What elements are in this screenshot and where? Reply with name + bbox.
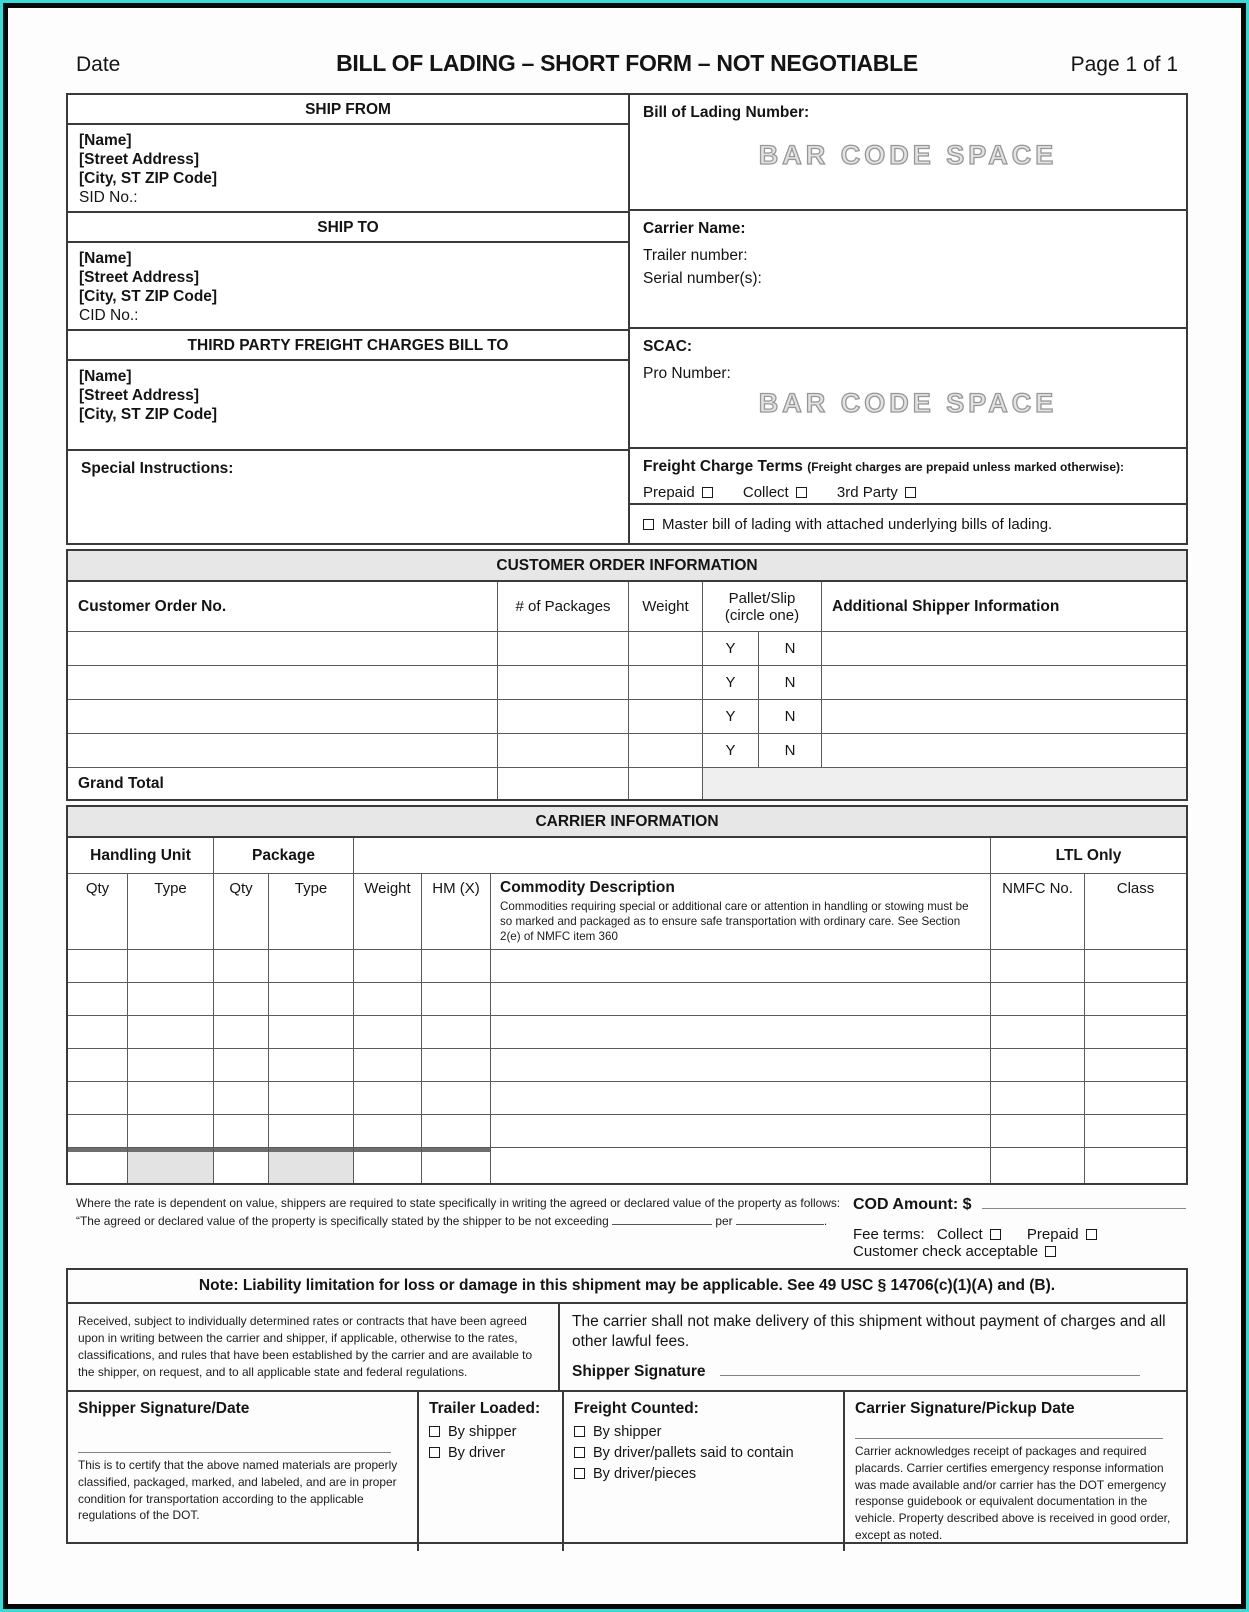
carrier-name-label: Carrier Name: [643, 220, 746, 237]
ci-cell[interactable] [269, 1016, 353, 1048]
declared-value-paragraph [68, 1195, 843, 1260]
pro-barcode-space: BAR CODE SPACE [758, 388, 1058, 418]
ci-cell[interactable] [214, 1016, 268, 1048]
packages-cell[interactable] [498, 666, 628, 699]
master-bill-label: Master bill of lading with attached underlying bills of lading. [662, 515, 1053, 533]
ci-cell[interactable] [214, 1082, 268, 1114]
ci-cell[interactable] [128, 950, 213, 982]
ci-cell[interactable] [491, 1115, 990, 1147]
pallet-no-option[interactable]: N [759, 632, 821, 665]
ci-cell[interactable] [491, 1082, 990, 1114]
per-label: per [715, 1213, 733, 1228]
trailer-loaded-title: Trailer Loaded: [429, 1400, 541, 1418]
fee-prepaid-checkbox[interactable] [1086, 1229, 1097, 1240]
commodity-title: Commodity Description [500, 879, 675, 896]
ci-cell[interactable] [269, 1049, 353, 1081]
carrier-information-section [66, 805, 1188, 1185]
collect-checkbox[interactable] [796, 487, 807, 498]
ci-cell[interactable] [214, 950, 268, 982]
shipper-sig-title: Shipper Signature/Date [78, 1400, 250, 1418]
liability-note: Note: Liability limitation for loss or damage in this shipment may be applicable. See 49 USC § 14706(c)(1)(A) and (B). [68, 1270, 1186, 1304]
scac-label: SCAC: [643, 338, 693, 355]
serial-number-label[interactable]: Serial number(s): [643, 270, 762, 287]
ci-cell[interactable] [422, 950, 490, 982]
ci-cell[interactable] [214, 1049, 268, 1081]
customer-check-label: Customer check acceptable [853, 1243, 1039, 1260]
group-blank [354, 838, 990, 873]
cod-amount-line[interactable] [982, 1195, 1186, 1209]
additional-info-cell[interactable] [822, 700, 1186, 733]
third-party-city[interactable]: [City, ST ZIP Code] [79, 405, 218, 423]
prepaid-label: Prepaid [643, 484, 695, 501]
ship-to-street[interactable]: [Street Address] [79, 268, 200, 286]
customer-order-section [66, 549, 1188, 801]
grand-total-label: Grand Total [68, 768, 497, 799]
third-party-address[interactable] [68, 361, 628, 451]
ci-cell[interactable] [1085, 950, 1186, 982]
freight-by-shipper-label: By shipper [593, 1424, 662, 1441]
ci-cell[interactable] [354, 1082, 421, 1114]
ci-cell[interactable] [1085, 1016, 1186, 1048]
ci-final-cell[interactable] [422, 1148, 490, 1183]
address-block [66, 93, 1188, 545]
weight-cell[interactable] [629, 632, 702, 665]
weight-cell[interactable] [629, 700, 702, 733]
pallet-slip-line2: (circle one) [724, 606, 800, 624]
ci-final-cell[interactable] [68, 1148, 127, 1183]
ci-final-cell[interactable] [491, 1148, 990, 1183]
ci-cell[interactable] [68, 983, 127, 1015]
form-title: BILL OF LADING – SHORT FORM – NOT NEGOTIABLE [336, 50, 918, 76]
ci-cell[interactable] [68, 1082, 127, 1114]
ci-cell[interactable] [422, 1049, 490, 1081]
ci-final-type-shaded [269, 1148, 353, 1183]
ci-cell[interactable] [422, 1016, 490, 1048]
col-hu-qty: Qty [68, 874, 127, 949]
declared-value-cod-strip [68, 1195, 1186, 1260]
fee-collect-label: Collect [936, 1226, 983, 1243]
col-weight: Weight [629, 582, 702, 631]
received-clause: Received, subject to individually determined rates or contracts that have been agreed upon in writing between the carrier and shipper, if applicable, otherwise to the rates, classifications, and rules that have been established by the carrier and are available to the shipper, on request, and to all applicable state and federal regulations. [68, 1304, 560, 1390]
pallet-yes-option[interactable]: Y [703, 700, 758, 733]
document-page [3, 3, 1246, 1609]
bol-number-box[interactable] [630, 95, 1186, 211]
col-hm: HM (X) [422, 874, 490, 949]
ci-cell[interactable] [68, 1049, 127, 1081]
ci-cell[interactable] [491, 950, 990, 982]
ci-cell[interactable] [354, 1016, 421, 1048]
packages-cell[interactable] [498, 734, 628, 767]
additional-info-cell[interactable] [822, 734, 1186, 767]
third-party-name[interactable]: [Name] [79, 368, 132, 385]
third-party-street[interactable]: [Street Address] [79, 386, 200, 404]
trailer-number-label[interactable]: Trailer number: [643, 247, 748, 264]
col-hu-type: Type [128, 874, 213, 949]
group-handling-unit: Handling Unit [68, 838, 213, 873]
shipper-sig-line[interactable] [78, 1452, 391, 1453]
ci-cell[interactable] [269, 950, 353, 982]
ci-cell[interactable] [491, 1049, 990, 1081]
ci-cell[interactable] [128, 1016, 213, 1048]
freight-by-driver-pieces-checkbox[interactable] [574, 1468, 585, 1479]
pallet-no-option[interactable]: N [759, 734, 821, 767]
pallet-slip-line1: Pallet/Slip [728, 589, 796, 607]
ci-cell[interactable] [354, 983, 421, 1015]
ship-from-name[interactable]: [Name] [79, 132, 132, 149]
grand-total-packages-cell[interactable] [498, 768, 628, 799]
trailer-by-driver-label: By driver [448, 1445, 506, 1462]
cod-box [843, 1195, 1186, 1260]
cod-amount-label: COD Amount: $ [853, 1196, 972, 1213]
col-pallet-slip [703, 582, 821, 631]
carrier-name-box[interactable] [630, 211, 1186, 329]
ship-to-name[interactable]: [Name] [79, 250, 132, 267]
page-header [66, 50, 1188, 77]
ci-cell[interactable] [422, 1115, 490, 1147]
trailer-by-shipper-label: By shipper [448, 1424, 517, 1441]
delivery-clause-box [560, 1304, 1186, 1390]
freight-by-driver-pieces-label: By driver/pieces [593, 1466, 697, 1483]
grand-total-weight-cell[interactable] [629, 768, 702, 799]
ci-cell[interactable] [491, 983, 990, 1015]
page-number: Page 1 of 1 [1070, 53, 1178, 76]
ci-cell[interactable] [1085, 1115, 1186, 1147]
ship-from-city[interactable]: [City, ST ZIP Code] [79, 169, 218, 187]
col-pkg-type: Type [269, 874, 353, 949]
scac-box[interactable] [630, 329, 1186, 449]
ci-final-cell[interactable] [991, 1148, 1084, 1183]
shipper-signature-cell [68, 1392, 417, 1551]
ci-cell[interactable] [991, 950, 1084, 982]
third-party-option-label: 3rd Party [836, 484, 898, 501]
fee-collect-checkbox[interactable] [990, 1229, 1001, 1240]
ci-cell[interactable] [991, 1016, 1084, 1048]
third-party-checkbox[interactable] [905, 487, 916, 498]
declared-value-text: Where the rate is dependent on value, shippers are required to state specifically in writing the agreed or declared value of the property as follows: “The agreed or declared value of the property is specifically stated by the shipper to be not exceeding [76, 1196, 841, 1228]
special-instructions-label: Special Instructions: [81, 460, 234, 477]
period: . [823, 1213, 828, 1228]
order-no-cell[interactable] [68, 700, 497, 733]
pallet-no-option[interactable]: N [759, 666, 821, 699]
ship-from-address[interactable] [68, 125, 628, 213]
ci-cell[interactable] [354, 1115, 421, 1147]
pallet-no-option[interactable]: N [759, 700, 821, 733]
customer-check-checkbox[interactable] [1045, 1246, 1056, 1257]
additional-info-cell[interactable] [822, 632, 1186, 665]
ci-cell[interactable] [128, 1082, 213, 1114]
trailer-by-shipper-checkbox[interactable] [429, 1426, 440, 1437]
trailer-loaded-cell [417, 1392, 562, 1551]
delivery-clause-text: The carrier shall not make delivery of this shipment without payment of charges and all other lawful fees. [572, 1313, 1166, 1351]
carrier-sig-line[interactable] [855, 1438, 1163, 1439]
cid-number-label[interactable]: CID No.: [79, 306, 139, 324]
commodity-note: Commodities requiring special or additional care or attention in handling or stowing must be so marked and packaged as to ensure safe transportation with ordinary care. See Section 2(e) of NMFC item 360 [500, 900, 969, 944]
ci-cell[interactable] [214, 1115, 268, 1147]
ci-cell[interactable] [422, 983, 490, 1015]
ci-cell[interactable] [68, 1115, 127, 1147]
shipper-signature-label: Shipper Signature [572, 1363, 706, 1381]
carrier-sig-title: Carrier Signature/Pickup Date [855, 1400, 1075, 1418]
collect-label: Collect [742, 484, 789, 501]
freight-by-driver-pallets-label: By driver/pallets said to contain [593, 1445, 794, 1462]
ci-cell[interactable] [991, 983, 1084, 1015]
per-blank[interactable] [736, 1212, 824, 1225]
ci-cell[interactable] [991, 1082, 1084, 1114]
ci-final-cell[interactable] [214, 1148, 268, 1183]
master-bill-checkbox[interactable] [643, 519, 654, 530]
packages-cell[interactable] [498, 632, 628, 665]
pallet-yes-option[interactable]: Y [703, 666, 758, 699]
carrier-ack-text: Carrier acknowledges receipt of packages and required placards. Carrier certifies emergency response information was made available and/or carrier has the DOT emergency response guidebook or equivalent documentation in the vehicle. Property described above is received in good order, except as noted. [855, 1444, 1171, 1542]
ci-cell[interactable] [422, 1082, 490, 1114]
ci-cell[interactable] [1085, 983, 1186, 1015]
order-no-cell[interactable] [68, 666, 497, 699]
freight-charge-terms-box [630, 449, 1186, 505]
declared-value-blank[interactable] [612, 1212, 712, 1225]
date-label: Date [76, 53, 121, 76]
prepaid-checkbox[interactable] [702, 487, 713, 498]
ci-cell[interactable] [68, 950, 127, 982]
ship-to-city[interactable]: [City, ST ZIP Code] [79, 287, 218, 305]
col-customer-order-no: Customer Order No. [68, 582, 497, 631]
ci-cell[interactable] [354, 1049, 421, 1081]
ci-cell[interactable] [128, 983, 213, 1015]
pallet-yes-option[interactable]: Y [703, 632, 758, 665]
freight-counted-title: Freight Counted: [574, 1400, 699, 1418]
ci-final-cell[interactable] [1085, 1148, 1186, 1183]
ship-from-heading: SHIP FROM [68, 95, 628, 125]
col-nmfc: NMFC No. [991, 874, 1084, 949]
ci-cell[interactable] [991, 1115, 1084, 1147]
order-no-cell[interactable] [68, 632, 497, 665]
sid-number-label[interactable]: SID No.: [79, 188, 138, 206]
fee-prepaid-label: Prepaid [1026, 1226, 1079, 1243]
freight-by-shipper-checkbox[interactable] [574, 1426, 585, 1437]
freight-terms-note: (Freight charges are prepaid unless marked otherwise): [807, 460, 1124, 474]
fee-terms-label: Fee terms: [853, 1226, 925, 1243]
ci-final-type-shaded [128, 1148, 213, 1183]
additional-info-cell[interactable] [822, 666, 1186, 699]
order-no-cell[interactable] [68, 734, 497, 767]
freight-terms-title: Freight Charge Terms [643, 458, 803, 475]
shipper-signature-line[interactable] [720, 1364, 1140, 1376]
shipper-cert-text: This is to certify that the above named materials are properly classified, packaged, marked, and labeled, and are in proper condition for transportation according to the applicable regulations of the DOT. [78, 1458, 398, 1523]
ci-cell[interactable] [491, 1016, 990, 1048]
col-class: Class [1085, 874, 1186, 949]
ship-to-address[interactable] [68, 243, 628, 331]
freight-by-driver-pallets-checkbox[interactable] [574, 1447, 585, 1458]
col-commodity-description [491, 874, 990, 949]
bol-barcode-space: BAR CODE SPACE [758, 140, 1058, 170]
group-package: Package [214, 838, 353, 873]
bol-number-label: Bill of Lading Number: [643, 104, 810, 121]
ci-cell[interactable] [269, 983, 353, 1015]
legal-signature-block [66, 1268, 1188, 1544]
grand-total-shaded-cell [703, 768, 1186, 799]
pro-number-label[interactable]: Pro Number: [643, 365, 731, 382]
special-instructions-box[interactable] [68, 451, 628, 543]
ci-cell[interactable] [1085, 1049, 1186, 1081]
carrier-information-heading: CARRIER INFORMATION [68, 807, 1186, 838]
group-ltl-only: LTL Only [991, 838, 1186, 873]
pallet-yes-option[interactable]: Y [703, 734, 758, 767]
ci-cell[interactable] [68, 1016, 127, 1048]
col-pkg-qty: Qty [214, 874, 268, 949]
ci-cell[interactable] [354, 950, 421, 982]
ci-cell[interactable] [128, 1049, 213, 1081]
trailer-by-driver-checkbox[interactable] [429, 1447, 440, 1458]
col-packages: # of Packages [498, 582, 628, 631]
col-ci-weight: Weight [354, 874, 421, 949]
ci-cell[interactable] [214, 983, 268, 1015]
ci-cell[interactable] [269, 1115, 353, 1147]
ci-cell[interactable] [269, 1082, 353, 1114]
ship-from-street[interactable]: [Street Address] [79, 150, 200, 168]
ci-cell[interactable] [1085, 1082, 1186, 1114]
master-bill-row [630, 505, 1186, 543]
carrier-signature-cell [843, 1392, 1186, 1551]
ci-final-cell[interactable] [354, 1148, 421, 1183]
col-additional-info: Additional Shipper Information [822, 582, 1186, 631]
weight-cell[interactable] [629, 666, 702, 699]
third-party-heading: THIRD PARTY FREIGHT CHARGES BILL TO [68, 331, 628, 361]
customer-order-heading: CUSTOMER ORDER INFORMATION [68, 551, 1186, 582]
ship-to-heading: SHIP TO [68, 213, 628, 243]
packages-cell[interactable] [498, 700, 628, 733]
freight-counted-cell [562, 1392, 843, 1551]
ci-cell[interactable] [991, 1049, 1084, 1081]
weight-cell[interactable] [629, 734, 702, 767]
ci-cell[interactable] [128, 1115, 213, 1147]
